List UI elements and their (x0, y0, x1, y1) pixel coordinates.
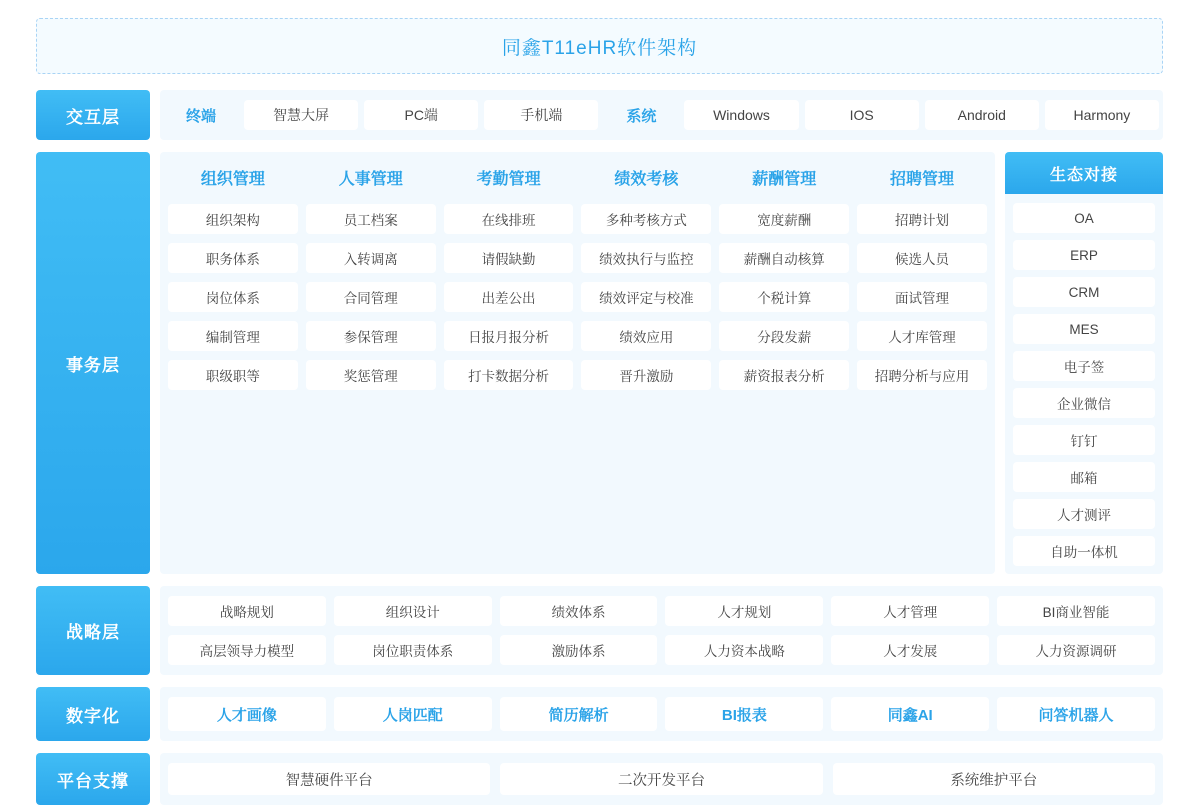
strategy-column (665, 596, 823, 665)
platform-item[interactable]: 智慧硬件平台 (168, 763, 490, 795)
ecosystem-item[interactable]: 邮箱 (1013, 462, 1155, 492)
module-item[interactable]: 绩效应用 (581, 321, 711, 351)
platform-items (160, 753, 1163, 805)
module-item[interactable]: 日报月报分析 (444, 321, 574, 351)
digital-item[interactable]: 简历解析 (500, 697, 658, 731)
layer-row-strategy (36, 586, 1163, 675)
interaction-items (160, 90, 1163, 140)
group-title-system: 系统 (626, 107, 657, 125)
module-item[interactable]: 薪资报表分析 (719, 360, 849, 390)
module-item[interactable]: 宽度薪酬 (719, 204, 849, 234)
module-item[interactable]: 请假缺勤 (444, 243, 574, 273)
layer-label-platform: 平台支撑 (36, 753, 150, 805)
digital-item[interactable]: 人才画像 (168, 697, 326, 731)
ecosystem-title: 生态对接 (1005, 152, 1163, 194)
module-item[interactable]: 招聘分析与应用 (857, 360, 987, 390)
module-item[interactable]: 打卡数据分析 (444, 360, 574, 390)
ecosystem-item[interactable]: ERP (1013, 240, 1155, 270)
module-item[interactable]: 绩效评定与校准 (581, 282, 711, 312)
layer-label-digital: 数字化 (36, 687, 150, 741)
strategy-item[interactable]: 人才规划 (665, 596, 823, 626)
module-item[interactable]: 在线排班 (444, 204, 574, 234)
module-column-payroll (719, 162, 849, 390)
chip-mobile[interactable]: 手机端 (484, 100, 598, 130)
module-item[interactable]: 组织架构 (168, 204, 298, 234)
module-head-recruit: 招聘管理 (890, 171, 955, 188)
module-item[interactable]: 岗位体系 (168, 282, 298, 312)
strategy-item[interactable]: BI商业智能 (997, 596, 1155, 626)
digital-item[interactable]: 问答机器人 (997, 697, 1155, 731)
digital-item[interactable]: 人岗匹配 (334, 697, 492, 731)
strategy-item[interactable]: 岗位职责体系 (334, 635, 492, 665)
module-head-hr: 人事管理 (338, 171, 403, 188)
module-item[interactable]: 编制管理 (168, 321, 298, 351)
strategy-column (997, 596, 1155, 665)
strategy-column (168, 596, 326, 665)
module-item[interactable]: 薪酬自动核算 (719, 243, 849, 273)
group-title-terminal: 终端 (185, 107, 216, 125)
platform-item[interactable]: 二次开发平台 (500, 763, 822, 795)
module-column-org (168, 162, 298, 390)
layer-row-platform (36, 753, 1163, 805)
chip-ios[interactable]: IOS (805, 100, 919, 130)
module-item[interactable]: 职务体系 (168, 243, 298, 273)
module-item[interactable]: 奖惩管理 (306, 360, 436, 390)
strategy-item[interactable]: 人力资本战略 (665, 635, 823, 665)
module-head-performance: 绩效考核 (614, 171, 679, 188)
strategy-column (500, 596, 658, 665)
layer-label-interaction: 交互层 (36, 90, 150, 140)
ecosystem-item[interactable]: 自助一体机 (1013, 536, 1155, 566)
module-column-hr (306, 162, 436, 390)
module-item[interactable]: 晋升激励 (581, 360, 711, 390)
strategy-item[interactable]: 战略规划 (168, 596, 326, 626)
module-column-performance (581, 162, 711, 390)
layer-row-business (36, 152, 1163, 574)
strategy-item[interactable]: 激励体系 (500, 635, 658, 665)
module-item[interactable]: 员工档案 (306, 204, 436, 234)
ecosystem-item[interactable]: 人才测评 (1013, 499, 1155, 529)
ecosystem-panel (1005, 152, 1163, 574)
module-column-recruit (857, 162, 987, 390)
chip-smart-screen[interactable]: 智慧大屏 (244, 100, 358, 130)
module-item[interactable]: 参保管理 (306, 321, 436, 351)
strategy-column (334, 596, 492, 665)
module-item[interactable]: 职级职等 (168, 360, 298, 390)
ecosystem-item[interactable]: 电子签 (1013, 351, 1155, 381)
digital-items (160, 687, 1163, 741)
module-item[interactable]: 合同管理 (306, 282, 436, 312)
module-head-payroll: 薪酬管理 (752, 171, 817, 188)
module-item[interactable]: 个税计算 (719, 282, 849, 312)
strategy-column (831, 596, 989, 665)
module-item[interactable]: 绩效执行与监控 (581, 243, 711, 273)
module-item[interactable]: 候选人员 (857, 243, 987, 273)
ecosystem-item[interactable]: MES (1013, 314, 1155, 344)
layer-label-business: 事务层 (36, 152, 150, 574)
strategy-item[interactable]: 人才发展 (831, 635, 989, 665)
strategy-item[interactable]: 高层领导力模型 (168, 635, 326, 665)
strategy-item[interactable]: 组织设计 (334, 596, 492, 626)
module-item[interactable]: 面试管理 (857, 282, 987, 312)
page-title: 同鑫T11eHR软件架构 (501, 37, 698, 59)
module-item[interactable]: 分段发薪 (719, 321, 849, 351)
chip-pc[interactable]: PC端 (364, 100, 478, 130)
platform-item[interactable]: 系统维护平台 (833, 763, 1155, 795)
layer-row-interaction (36, 90, 1163, 140)
chip-android[interactable]: Android (925, 100, 1039, 130)
digital-item[interactable]: BI报表 (665, 697, 823, 731)
ecosystem-item[interactable]: 钉钉 (1013, 425, 1155, 455)
ecosystem-item[interactable]: CRM (1013, 277, 1155, 307)
layer-label-strategy: 战略层 (36, 586, 150, 675)
strategy-item[interactable]: 人力资源调研 (997, 635, 1155, 665)
chip-windows[interactable]: Windows (684, 100, 798, 130)
strategy-items (160, 586, 1163, 675)
diagram-title-bar (36, 18, 1163, 74)
module-item[interactable]: 出差公出 (444, 282, 574, 312)
strategy-item[interactable]: 人才管理 (831, 596, 989, 626)
module-head-org: 组织管理 (200, 171, 265, 188)
module-head-attendance: 考勤管理 (476, 171, 541, 188)
layer-row-digital (36, 687, 1163, 741)
module-item[interactable]: 多种考核方式 (581, 204, 711, 234)
module-column-attendance (444, 162, 574, 390)
strategy-item[interactable]: 绩效体系 (500, 596, 658, 626)
chip-harmony[interactable]: Harmony (1045, 100, 1159, 130)
ecosystem-item[interactable]: OA (1013, 203, 1155, 233)
ecosystem-item[interactable]: 企业微信 (1013, 388, 1155, 418)
module-item[interactable]: 入转调离 (306, 243, 436, 273)
business-modules (160, 152, 995, 574)
digital-item[interactable]: 同鑫AI (831, 697, 989, 731)
module-item[interactable]: 人才库管理 (857, 321, 987, 351)
module-item[interactable]: 招聘计划 (857, 204, 987, 234)
